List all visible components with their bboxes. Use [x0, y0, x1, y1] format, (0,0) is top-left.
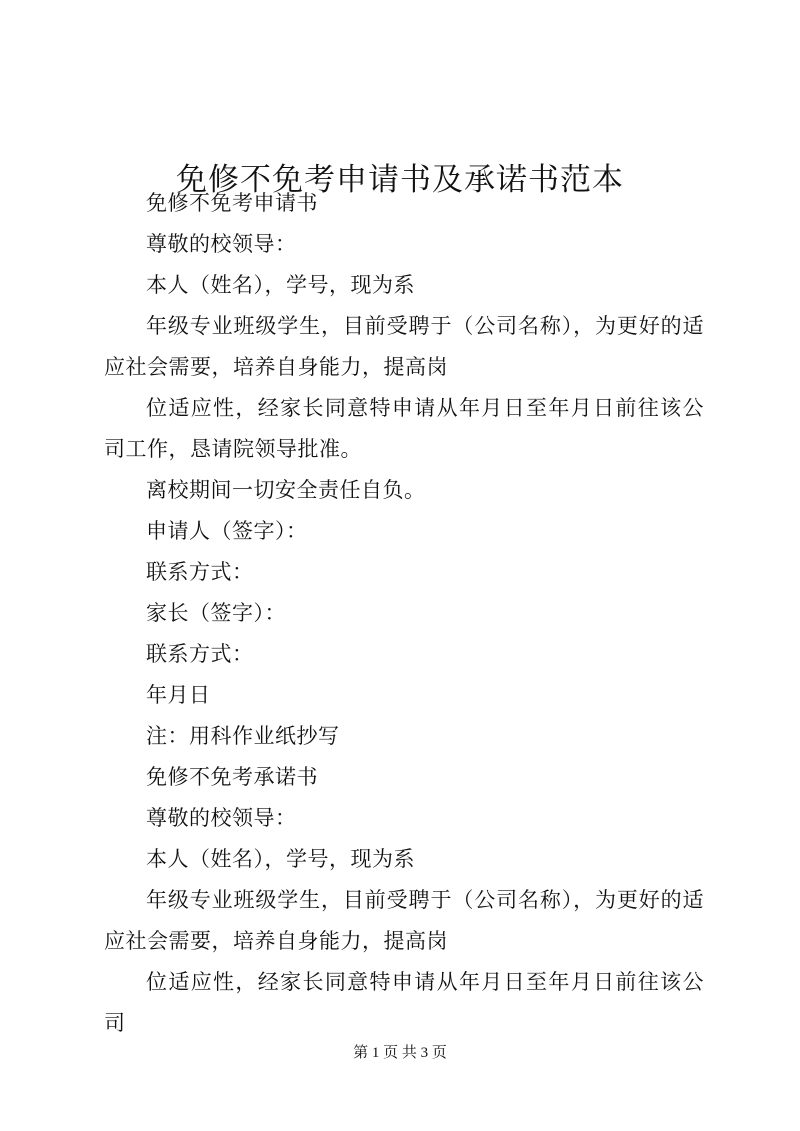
paragraph-applicant-signature: 申请人（签字）： — [146, 519, 308, 543]
paragraph-student-info-2: 本人（姓名），学号，现为系 — [146, 847, 415, 871]
document-title: 免修不免考申请书及承诺书范本 — [176, 161, 624, 198]
document-body — [104, 183, 704, 1044]
paragraph-parent-contact: 联系方式： — [146, 642, 254, 666]
paragraph-employment-2: 年级专业班级学生，目前受聘于（公司名称），为更好的适应社会需要，培养自身能力，提高岗 — [104, 888, 704, 953]
paragraph-heading-application: 免修不免考申请书 — [146, 191, 318, 215]
paragraph-date: 年月日 — [146, 683, 211, 707]
paragraph-note: 注：用科作业纸抄写 — [146, 724, 340, 748]
paragraph-heading-commitment: 免修不免考承诺书 — [146, 765, 318, 789]
paragraph-employment: 年级专业班级学生，目前受聘于（公司名称），为更好的适应社会需要，培养自身能力，提高岗 — [104, 314, 704, 379]
page-footer: 第 1 页 共 3 页 — [353, 1045, 447, 1061]
paragraph-request: 位适应性，经家长同意特申请从年月日至年月日前往该公司工作，恳请院领导批准。 — [104, 396, 704, 461]
paragraph-salutation-2: 尊敬的校领导： — [146, 806, 297, 830]
paragraph-applicant-contact: 联系方式： — [146, 560, 254, 584]
paragraph-parent-signature: 家长（签字）： — [146, 601, 286, 625]
paragraph-safety: 离校期间一切安全责任自负。 — [146, 478, 426, 502]
paragraph-student-info: 本人（姓名），学号，现为系 — [146, 273, 415, 297]
paragraph-salutation: 尊敬的校领导： — [146, 232, 297, 256]
paragraph-request-2: 位适应性，经家长同意特申请从年月日至年月日前往该公司 — [104, 970, 704, 1035]
